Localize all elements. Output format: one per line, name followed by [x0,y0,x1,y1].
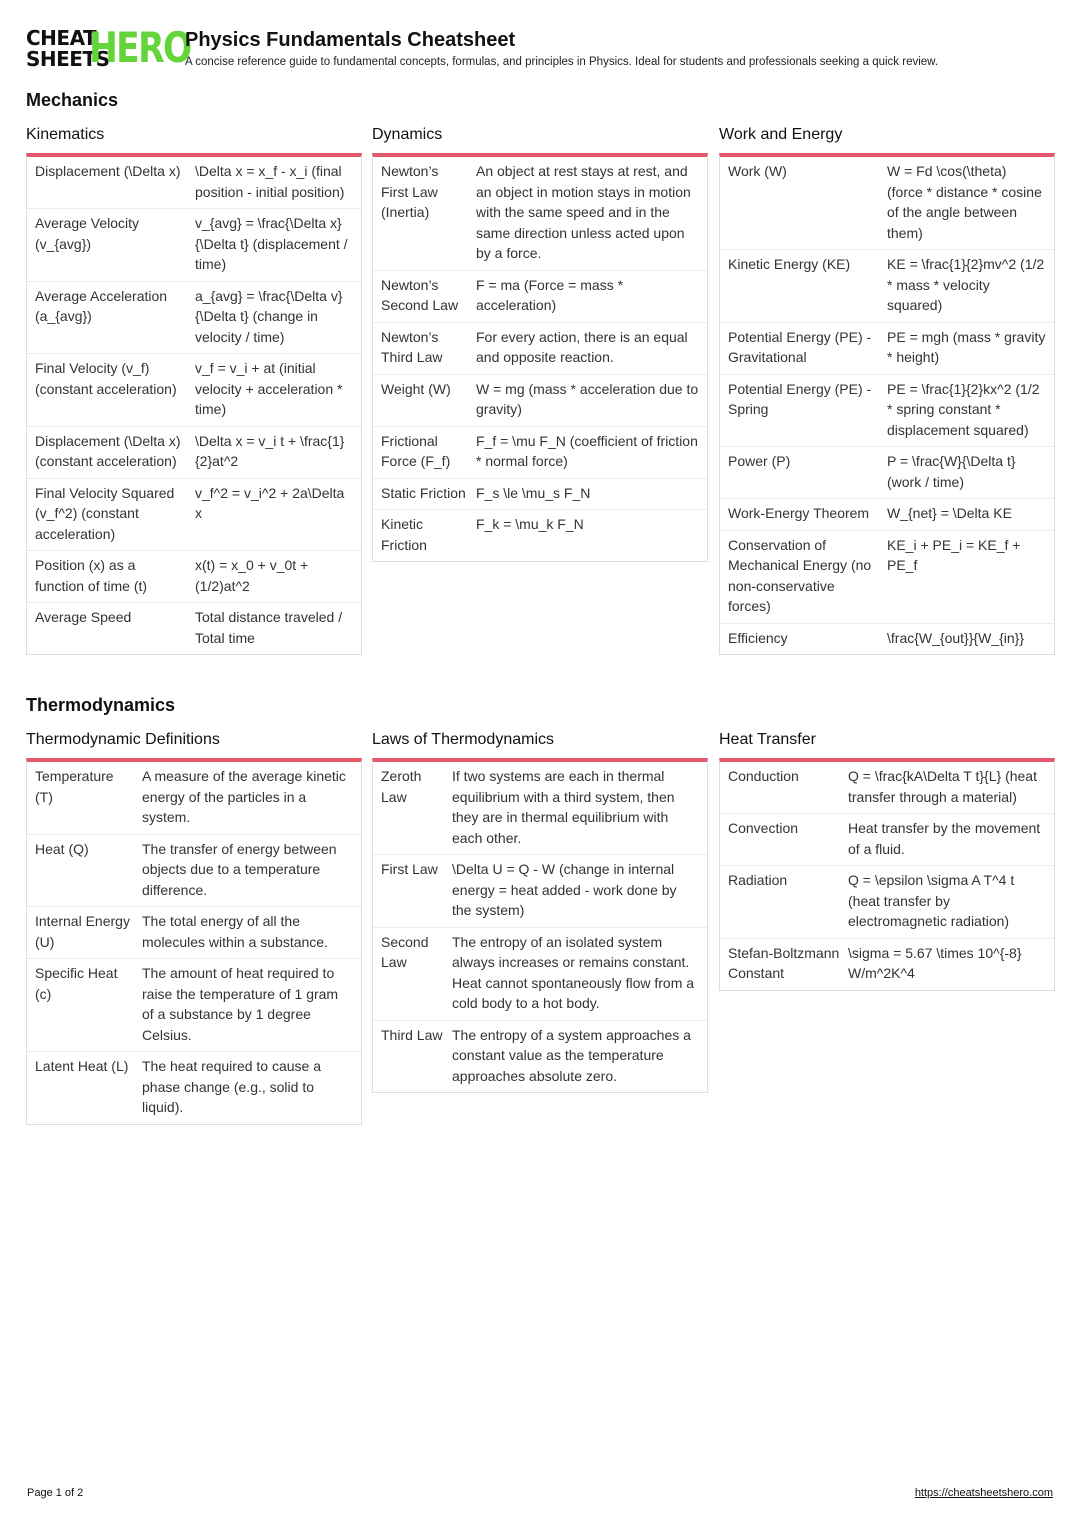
table-row [373,1020,707,1093]
card-title: Dynamics [372,126,443,143]
table-row [27,208,361,281]
dynamics-table [372,153,708,562]
definition-cell: KE = \frac{1}{2}mv^2 (1/2 * mass * velocity squared) [887,256,1045,313]
term-cell: Convection [728,820,799,836]
definition-cell: \Delta U = Q - W (change in internal energy = heat added - work done by the system) [452,861,677,918]
definition-cell: For every action, there is an equal and opposite reaction. [476,328,688,365]
card-title: Laws of Thermodynamics [372,731,554,748]
term-cell: Potential Energy (PE) - Gravitational [728,328,872,365]
table-row [373,426,707,478]
term-cell: Heat (Q) [35,840,89,857]
table-row [720,157,1054,249]
page-number: Page 1 of 2 [27,1487,84,1499]
card-heat-transfer [719,729,1055,991]
definition-cell: Heat transfer by the movement of a fluid. [848,820,1041,857]
term-cell: Average Velocity (v_{avg}) [35,215,140,252]
definition-cell: \frac{W_{out}}{W_{in}} [887,629,1024,646]
definition-cell: An object at rest stays at rest, and an object in motion stays in motion with the same speed and in the same direction unless acted upon by a force. [476,163,691,261]
term-cell: Temperature (T) [35,768,114,805]
term-cell: Final Velocity (v_f) (constant acceleration) [35,360,177,397]
table-row [720,249,1054,322]
term-cell: Displacement (\Delta x) [35,163,181,179]
term-cell: Static Friction [381,484,466,501]
definition-cell: The amount of heat required to raise the temperature of 1 gram of a substance by 1 degree Celsius. [142,965,339,1043]
page-subtitle: A concise reference guide to fundamental concepts, formulas, and principles in Physics. Ideal for students and professionals seeking a quick review. [185,56,939,68]
term-cell: Latent Heat (L) [35,1058,129,1074]
table-row [27,353,361,426]
term-cell: Displacement (\Delta x) (constant acceleration) [35,432,181,469]
term-cell: Position (x) as a function of time (t) [35,557,148,594]
term-cell: Efficiency [728,629,788,646]
term-cell: Newton’s Third Law [381,328,443,365]
table-row [373,509,707,561]
table-row [27,550,361,602]
table-row [720,446,1054,498]
table-row [720,322,1054,374]
card-laws-of-thermodynamics [372,729,708,1093]
definition-cell: If two systems are each in thermal equilibrium with a third system, then they are in thermal equilibrium with each other. [452,768,675,846]
thermo-laws-table [372,758,708,1093]
table-row [27,906,361,958]
term-cell: Conservation of Mechanical Energy (no non-conservative forces) [728,536,872,614]
table-row [720,938,1054,990]
definition-cell: F_k = \mu_k F_N [476,516,584,532]
logo-line-sheets: SHEETS [26,47,110,71]
card-dynamics [372,124,708,562]
table-row [27,281,361,354]
table-row [720,530,1054,623]
card-work-and-energy [719,124,1055,655]
section-title-mechanics: Mechanics [26,90,119,110]
term-cell: Work-Energy Theorem [728,505,870,521]
term-cell: Newton’s First Law (Inertia) [381,163,439,220]
term-cell: Internal Energy (U) [35,913,130,950]
definition-cell: F = ma (Force = mass * acceleration) [476,276,624,313]
definition-cell: W_{net} = \Delta KE [887,505,1012,521]
table-row [27,762,361,834]
table-row [27,958,361,1051]
table-row [720,498,1054,530]
card-kinematics [26,124,362,655]
table-row [373,157,707,270]
card-title: Kinematics [26,126,105,143]
card-thermodynamic-definitions [26,729,362,1125]
table-row [720,865,1054,938]
term-cell: First Law [381,861,438,877]
page-header [26,23,1056,74]
card-title: Heat Transfer [719,731,816,748]
definition-cell: \Delta x = x_f - x_i (final position - initial position) [195,163,345,200]
table-row [373,762,707,854]
table-row [373,927,707,1020]
kinematics-table [26,153,362,655]
table-row [373,478,707,510]
card-title: Work and Energy [719,126,843,143]
term-cell: Radiation [728,872,788,888]
table-row [27,157,361,208]
term-cell: Power (P) [728,453,791,469]
term-cell: Specific Heat (c) [35,965,118,1002]
definition-cell: x(t) = x_0 + v_0t + (1/2)at^2 [195,557,309,594]
definition-cell: \Delta x = v_i t + \frac{1}{2}at^2 [195,432,345,469]
table-row [27,834,361,907]
work-energy-table [719,153,1055,655]
page-title: Physics Fundamentals Cheatsheet [185,29,516,51]
definition-cell: The total energy of all the molecules within a substance. [142,913,328,950]
term-cell: Third Law [381,1026,443,1043]
term-cell: Zeroth Law [381,768,422,805]
definition-cell: W = Fd \cos(\theta) (force * distance * cosine of the angle between them) [887,163,1042,241]
term-cell: Stefan-Boltzmann Constant [728,944,840,981]
definition-cell: F_s \le \mu_s F_N [476,484,591,501]
definition-cell: a_{avg} = \frac{\Delta v}{\Delta t} (change in velocity / time) [195,287,343,345]
definition-cell: KE_i + PE_i = KE_f + PE_f [887,536,1021,573]
term-cell: Second Law [381,933,429,970]
site-link[interactable]: https://cheatsheetshero.com [914,1487,1053,1499]
term-cell: Weight (W) [381,380,451,397]
term-cell: Kinetic Friction [381,516,427,553]
definition-cell: v_f = v_i + at (initial velocity + acceleration * time) [195,360,343,417]
definition-cell: W = mg (mass * acceleration due to gravity) [476,380,699,417]
definition-cell: Q = \epsilon \sigma A T^4 t (heat transfer by electromagnetic radiation) [848,872,1015,929]
definition-cell: The transfer of energy between objects due to a temperature difference. [142,840,337,898]
definition-cell: PE = \frac{1}{2}kx^2 (1/2 * spring constant * displacement squared) [887,380,1040,438]
definition-cell: Total distance traveled / Total time [195,609,343,646]
table-row [27,1051,361,1124]
table-row [720,762,1054,813]
table-row [27,426,361,478]
table-row [373,854,707,927]
definition-cell: The entropy of an isolated system always increases or remains constant. Heat cannot spontaneously flow from a cold body to a hot body. [452,933,695,1011]
table-row [720,623,1054,655]
definition-cell: F_f = \mu F_N (coefficient of friction * normal force) [476,432,698,469]
definition-cell: v_{avg} = \frac{\Delta x}{\Delta t} (displacement / time) [195,215,348,272]
term-cell: Frictional Force (F_f) [381,432,451,469]
table-row [373,374,707,426]
card-title: Thermodynamic Definitions [26,731,220,748]
table-row [27,602,361,654]
term-cell: Average Acceleration (a_{avg}) [35,287,168,324]
term-cell: Final Velocity Squared (v_f^2) (constant acceleration) [35,484,175,542]
term-cell: Newton’s Second Law [381,276,459,313]
logo-line-cheat: CHEAT [26,26,97,50]
definition-cell: \sigma = 5.67 \times 10^{-8} W/m^2K^4 [848,944,1022,981]
table-row [720,374,1054,447]
definition-cell: Q = \frac{kA\Delta T t}{L} (heat transfer through a material) [848,768,1037,805]
table-row [373,322,707,374]
term-cell: Potential Energy (PE) - Spring [728,380,872,417]
table-row [27,478,361,551]
thermo-definitions-table [26,758,362,1125]
heat-transfer-table [719,758,1055,991]
section-title-thermodynamics: Thermodynamics [26,695,176,715]
table-row [373,270,707,322]
logo-hero: HERO [89,23,191,72]
term-cell: Kinetic Energy (KE) [728,256,851,272]
definition-cell: PE = mgh (mass * gravity * height) [887,328,1046,365]
term-cell: Average Speed [35,609,132,625]
definition-cell: P = \frac{W}{\Delta t} (work / time) [887,453,1016,490]
table-row [720,813,1054,865]
definition-cell: v_f^2 = v_i^2 + 2a\Delta x [195,484,345,521]
cheatsheetshero-logo[interactable] [26,23,191,72]
definition-cell: A measure of the average kinetic energy of the particles in a system. [142,768,346,825]
definition-cell: The heat required to cause a phase change (e.g., solid to liquid). [142,1058,322,1115]
term-cell: Work (W) [728,163,787,179]
definition-cell: The entropy of a system approaches a constant value as the temperature approaches absolute zero. [452,1026,691,1084]
term-cell: Conduction [728,768,799,784]
